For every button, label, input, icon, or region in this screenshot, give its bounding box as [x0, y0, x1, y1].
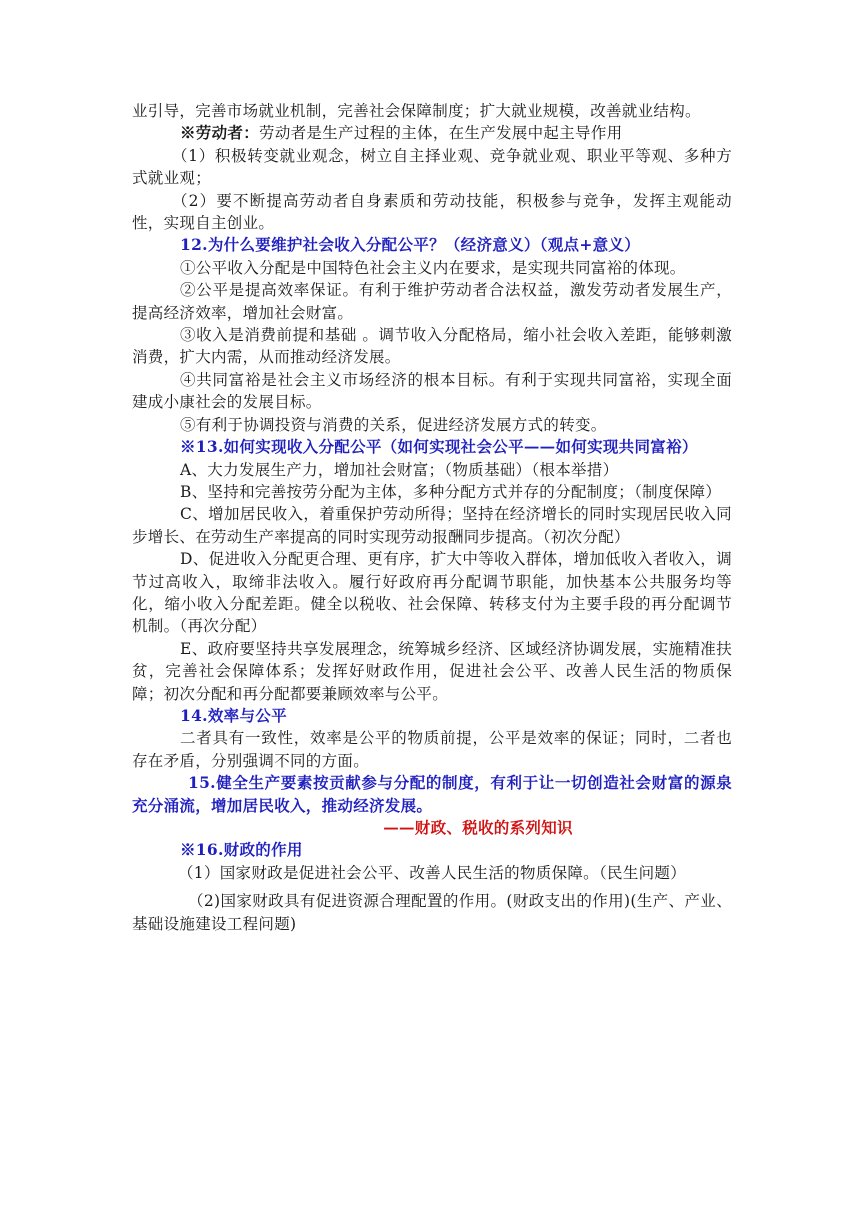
- paragraph-12-point-5: ⑤有利于协调投资与消费的关系，促进经济发展方式的转变。: [180, 415, 607, 434]
- paragraph-13-a: A、大力发展生产力，增加社会财富；（物质基础）（根本举措）: [180, 460, 619, 479]
- paragraph-12-point-4: ④共同富裕是社会主义市场经济的根本目标。有利于实现共同富裕，实现全面建成小康社会的发展目标。: [132, 370, 732, 412]
- section-title-finance-tax: ——财政、税收的系列知识: [383, 818, 573, 837]
- heading-13: ※13.如何实现收入分配公平（如何实现社会公平——如何实现共同富裕）: [180, 437, 698, 457]
- heading-12: 12.为什么要维护社会收入分配公平？（经济意义）（观点+意义）: [180, 235, 641, 255]
- paragraph-12-point-2: ②公平是提高效率保证。有利于维护劳动者合法权益，激发劳动者发展生产，提高经济效率，增加社会财富。: [132, 281, 732, 322]
- paragraph-13-c: C、增加居民收入，着重保护劳动所得；坚持在经济增长的同时实现居民收入同步增长、在劳动生产率提高的同时实现劳动报酬同步提高。（初次分配）: [132, 505, 732, 546]
- paragraph-laborer-point-1: （1）积极转变就业观念，树立自主择业观、竞争就业观、职业平等观、多种方式就业观；: [132, 146, 732, 188]
- laborer-label: ※劳动者：: [180, 123, 260, 143]
- paragraph-16-point-2: （2)国家财政具有促进资源合理配置的作用。(财政支出的作用)(生产、产业、基础设施建设工程问题): [132, 892, 732, 933]
- heading-16: ※16.财政的作用: [180, 840, 303, 860]
- document-body: [132, 100, 732, 935]
- paragraph-13-e: E、政府要坚持共享发展理念，统筹城乡经济、区域经济协调发展，实施精准扶贫，完善社会保障体系；发挥好财政作用，促进社会公平、改善人民生活的物质保障；初次分配和再分配都要兼顾效率与公平。: [132, 639, 732, 703]
- paragraph-13-d: D、促进收入分配更合理、更有序，扩大中等收入群体，增加低收入者收入，调节过高收入，取缔非法收入。履行好政府再分配调节职能，加快基本公共服务均等化，缩小收入分配差距。健全以税收、社会保障、转移支付为主要手段的再分配调节机制。（再次分配）: [132, 550, 732, 636]
- paragraph-14: 二者具有一致性，效率是公平的物质前提，公平是效率的保证；同时，二者也存在矛盾，分别强调不同的方面。: [132, 729, 732, 770]
- laborer-text: 劳动者是生产过程的主体，在生产发展中起主导作用: [259, 124, 623, 143]
- paragraph-laborer-point-2: （2）要不断提高劳动者自身素质和劳动技能，积极参与竞争，发挥主观能动性，实现自主创业。: [132, 191, 732, 233]
- paragraph-12-point-1: ①公平收入分配是中国特色社会主义内在要求，是实现共同富裕的体现。: [180, 258, 686, 277]
- paragraph-laborer: [132, 122, 732, 144]
- heading-15: 15.健全生产要素按贡献参与分配的制度，有利于让一切创造社会财富的源泉充分涌流，增加居民收入，推动经济发展。: [132, 773, 732, 815]
- paragraph-16-point-1: （1）国家财政是促进社会公平、改善人民生活的物质保障。（民生问题）: [178, 863, 687, 882]
- paragraph-12-point-3: ③收入是消费前提和基础 。调节收入分配格局，缩小社会收入差距，能够刺激消费，扩大内需，从而推动经济发展。: [132, 326, 732, 367]
- heading-14: 14.效率与公平: [180, 705, 287, 725]
- paragraph-13-b: B、坚持和完善按劳分配为主体，多种分配方式并存的分配制度；（制度保障）: [180, 482, 722, 501]
- paragraph-employment-continued: 业引导，完善市场就业机制，完善社会保障制度；扩大就业规模，改善就业结构。: [132, 102, 701, 120]
